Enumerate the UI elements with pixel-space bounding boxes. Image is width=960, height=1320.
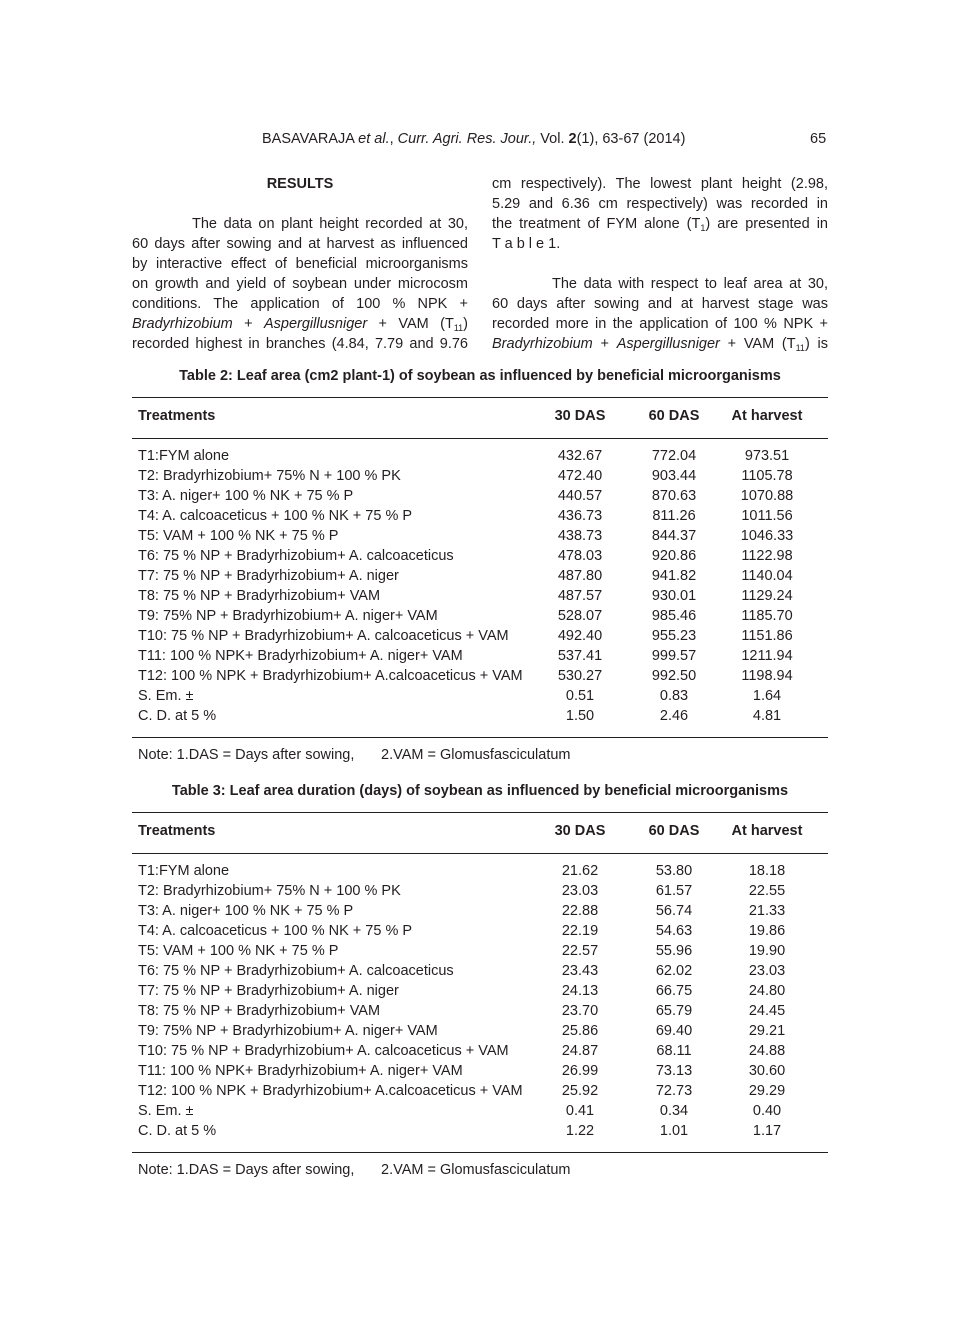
blank-line xyxy=(132,194,468,214)
value-cell: 26.99 xyxy=(561,1063,599,1079)
text-run: The data on plant height recorded at 30, xyxy=(192,216,468,232)
table-row xyxy=(132,686,828,706)
value-cell: 22.19 xyxy=(561,923,599,939)
table-note-das: Note: 1.DAS = Days after sowing, xyxy=(138,747,355,763)
treatment-cell: T6: 75 % NP + Bradyrhizobium+ A. calcoaceticus xyxy=(138,548,454,564)
text-line xyxy=(492,314,828,334)
value-cell: 30.60 xyxy=(748,1063,786,1079)
text-run: + xyxy=(232,316,264,332)
section-heading: RESULTS xyxy=(266,176,334,192)
text-line xyxy=(492,214,828,234)
value-cell: 438.73 xyxy=(557,528,603,544)
text-run: 2 xyxy=(568,131,577,147)
value-cell: 61.57 xyxy=(655,883,693,899)
subscript: 11 xyxy=(795,343,805,353)
treatment-cell: T7: 75 % NP + Bradyrhizobium+ A. niger xyxy=(138,983,399,999)
value-cell: 24.80 xyxy=(748,983,786,999)
text-line xyxy=(492,334,828,354)
table-row xyxy=(132,506,828,526)
treatment-cell: T8: 75 % NP + Bradyrhizobium+ VAM xyxy=(138,588,381,604)
table-row xyxy=(132,626,828,646)
text-run: 60 days after sowing and at harvest stage was xyxy=(492,296,828,312)
text-run: on growth and yield of soybean under microcosm xyxy=(132,276,468,292)
text-run: 5.29 and 6.36 cm respectively) was recorded in xyxy=(492,196,828,212)
table-row xyxy=(132,466,828,486)
value-cell: 23.03 xyxy=(561,883,599,899)
column-header: Treatments xyxy=(138,823,216,839)
value-cell: 21.62 xyxy=(561,863,599,879)
treatment-cell: T8: 75 % NP + Bradyrhizobium+ VAM xyxy=(138,1003,381,1019)
treatment-cell: T2: Bradyrhizobium+ 75% N + 100 % PK xyxy=(138,468,401,484)
header-bottom-rule xyxy=(132,438,828,439)
text-line xyxy=(492,234,828,254)
italic-text: et al. xyxy=(358,131,390,147)
treatment-cell: T12: 100 % NPK + Bradyrhizobium+ A.calcoaceticus + VAM xyxy=(138,1083,523,1099)
value-cell: 24.88 xyxy=(748,1043,786,1059)
treatment-cell: T7: 75 % NP + Bradyrhizobium+ A. niger xyxy=(138,568,399,584)
treatment-cell: T3: A. niger+ 100 % NK + 75 % P xyxy=(138,488,354,504)
table-row xyxy=(132,961,828,981)
text-line xyxy=(132,314,468,334)
table-row xyxy=(132,486,828,506)
table-row xyxy=(132,1081,828,1101)
treatment-cell: C. D. at 5 % xyxy=(138,1123,217,1139)
text-line xyxy=(492,274,828,294)
text-line xyxy=(132,294,468,314)
left-column xyxy=(132,174,468,354)
table-row xyxy=(132,646,828,666)
table-top-rule xyxy=(132,812,828,813)
value-cell: 23.03 xyxy=(748,963,786,979)
table-bottom-rule xyxy=(132,1152,828,1153)
text-run: ) xyxy=(463,316,468,332)
table-row xyxy=(132,1001,828,1021)
value-cell: 432.67 xyxy=(557,448,603,464)
table-row xyxy=(132,586,828,606)
value-cell: 1.01 xyxy=(659,1123,689,1139)
value-cell: 1198.94 xyxy=(741,668,793,684)
value-cell: 68.11 xyxy=(656,1043,692,1059)
treatment-cell: T11: 100 % NPK+ Bradyrhizobium+ A. niger+ VAM xyxy=(138,1063,463,1079)
table-row xyxy=(132,1021,828,1041)
value-cell: 0.41 xyxy=(565,1103,595,1119)
table-row xyxy=(132,941,828,961)
text-run: cm respectively). The lowest plant height (2.98, xyxy=(492,176,828,192)
text-line xyxy=(132,254,468,274)
value-cell: 54.63 xyxy=(655,923,693,939)
value-cell: 472.40 xyxy=(557,468,603,484)
column-header: 30 DAS xyxy=(554,823,606,839)
table-note-das: Note: 1.DAS = Days after sowing, xyxy=(138,1162,355,1178)
value-cell: 436.73 xyxy=(557,508,603,524)
treatment-cell: T5: VAM + 100 % NK + 75 % P xyxy=(138,943,339,959)
table-top-rule xyxy=(132,397,828,398)
value-cell: 487.80 xyxy=(557,568,603,584)
table-row xyxy=(132,606,828,626)
page-number: 65 xyxy=(810,131,827,147)
treatment-cell: T4: A. calcoaceticus + 100 % NK + 75 % P xyxy=(138,923,413,939)
value-cell: 0.40 xyxy=(752,1103,782,1119)
treatment-cell: S. Em. ± xyxy=(138,1103,194,1119)
treatment-cell: T12: 100 % NPK + Bradyrhizobium+ A.calcoaceticus + VAM xyxy=(138,668,523,684)
value-cell: 66.75 xyxy=(655,983,693,999)
value-cell: 1011.56 xyxy=(741,508,793,524)
value-cell: 22.55 xyxy=(748,883,786,899)
text-line xyxy=(132,274,468,294)
table-title: Table 3: Leaf area duration (days) of soybean as influenced by beneficial microorganisms xyxy=(171,783,789,799)
treatment-cell: T3: A. niger+ 100 % NK + 75 % P xyxy=(138,903,354,919)
text-line xyxy=(132,334,468,354)
value-cell: 23.43 xyxy=(561,963,599,979)
treatment-cell: T4: A. calcoaceticus + 100 % NK + 75 % P xyxy=(138,508,413,524)
value-cell: 903.44 xyxy=(651,468,697,484)
text-run: + xyxy=(592,336,617,352)
treatment-cell: T10: 75 % NP + Bradyrhizobium+ A. calcoaceticus + VAM xyxy=(138,628,509,644)
table-row xyxy=(132,1121,828,1141)
subscript: 11 xyxy=(453,323,464,333)
table-row xyxy=(132,446,828,466)
value-cell: 811.26 xyxy=(652,508,696,524)
value-cell: 844.37 xyxy=(651,528,697,544)
value-cell: 1211.94 xyxy=(741,648,793,664)
text-run: ) are presented in xyxy=(705,216,828,232)
value-cell: 870.63 xyxy=(651,488,697,504)
table-row xyxy=(132,666,828,686)
value-cell: 537.41 xyxy=(557,648,603,664)
value-cell: 1.64 xyxy=(752,688,782,704)
text-line xyxy=(492,294,828,314)
table-row xyxy=(132,921,828,941)
value-cell: 24.87 xyxy=(561,1043,599,1059)
value-cell: 492.40 xyxy=(557,628,603,644)
value-cell: 21.33 xyxy=(748,903,786,919)
table-note-vam: 2.VAM = Glomusfasciculatum xyxy=(381,747,571,763)
text-run: 60 days after sowing and at harvest as influenced xyxy=(132,236,468,252)
italic-text: Bradyrhizobium xyxy=(492,336,593,352)
value-cell: 69.40 xyxy=(655,1023,693,1039)
column-header: At harvest xyxy=(731,408,803,424)
value-cell: 487.57 xyxy=(557,588,603,604)
italic-text: Curr. Agri. Res. Jour., xyxy=(397,131,537,147)
value-cell: 941.82 xyxy=(651,568,697,584)
table-note-vam: 2.VAM = Glomusfasciculatum xyxy=(381,1162,571,1178)
value-cell: 1129.24 xyxy=(741,588,793,604)
value-cell: 29.21 xyxy=(748,1023,786,1039)
table-header-row xyxy=(132,406,828,426)
text-run: , xyxy=(389,131,398,147)
treatment-cell: T6: 75 % NP + Bradyrhizobium+ A. calcoaceticus xyxy=(138,963,454,979)
value-cell: 19.90 xyxy=(748,943,786,959)
text-run: the treatment of FYM alone (T xyxy=(492,216,701,232)
table-row xyxy=(132,1101,828,1121)
header-bottom-rule xyxy=(132,853,828,854)
value-cell: 24.13 xyxy=(561,983,599,999)
value-cell: 0.83 xyxy=(659,688,689,704)
value-cell: 955.23 xyxy=(651,628,697,644)
treatment-cell: T1:FYM alone xyxy=(138,448,230,464)
text-run: (1), 63-67 (2014) xyxy=(576,131,686,147)
value-cell: 62.02 xyxy=(655,963,693,979)
right-paragraph xyxy=(492,174,828,354)
running-header xyxy=(262,129,685,149)
text-run: Vol. xyxy=(536,131,569,147)
value-cell: 22.57 xyxy=(561,943,599,959)
treatment-cell: S. Em. ± xyxy=(138,688,194,704)
subscript: 1 xyxy=(700,223,706,233)
column-header: Treatments xyxy=(138,408,216,424)
value-cell: 1070.88 xyxy=(740,488,794,504)
value-cell: 985.46 xyxy=(651,608,697,624)
italic-text: Aspergillusniger xyxy=(263,316,368,332)
value-cell: 1140.04 xyxy=(741,568,793,584)
value-cell: 772.04 xyxy=(651,448,697,464)
column-header: At harvest xyxy=(731,823,803,839)
table-row xyxy=(132,1061,828,1081)
right-column xyxy=(492,174,828,354)
text-line xyxy=(132,234,468,254)
value-cell: 930.01 xyxy=(651,588,697,604)
value-cell: 1151.86 xyxy=(741,628,793,644)
value-cell: 1.50 xyxy=(565,708,595,724)
text-run: recorded highest in branches (4.84, 7.79 and 9.76 xyxy=(132,336,468,352)
value-cell: 0.34 xyxy=(659,1103,689,1119)
text-run: ) is xyxy=(804,336,828,352)
value-cell: 25.92 xyxy=(561,1083,599,1099)
table-row xyxy=(132,526,828,546)
value-cell: 22.88 xyxy=(561,903,599,919)
treatment-cell: T9: 75% NP + Bradyrhizobium+ A. niger+ VAM xyxy=(138,608,438,624)
text-run: recorded more in the application of 100 % NPK + xyxy=(492,316,828,332)
table-row xyxy=(132,566,828,586)
treatment-cell: T1:FYM alone xyxy=(138,863,230,879)
value-cell: 1046.33 xyxy=(740,528,794,544)
text-run: + VAM (T xyxy=(719,336,796,352)
table-bottom-rule xyxy=(132,737,828,738)
text-line xyxy=(492,174,828,194)
text-run: by interactive effect of beneficial microorganisms xyxy=(132,256,468,272)
value-cell: 530.27 xyxy=(557,668,603,684)
blank-line xyxy=(492,254,828,274)
value-cell: 24.45 xyxy=(748,1003,786,1019)
value-cell: 1105.78 xyxy=(741,468,793,484)
value-cell: 1185.70 xyxy=(741,608,793,624)
treatment-cell: T11: 100 % NPK+ Bradyrhizobium+ A. niger+ VAM xyxy=(138,648,463,664)
value-cell: 999.57 xyxy=(651,648,697,664)
value-cell: 65.79 xyxy=(655,1003,693,1019)
value-cell: 478.03 xyxy=(557,548,603,564)
table-header-row xyxy=(132,821,828,841)
value-cell: 973.51 xyxy=(744,448,790,464)
text-run: T a b l e 1. xyxy=(492,236,561,252)
table-row xyxy=(132,706,828,726)
italic-text: Bradyrhizobium xyxy=(132,316,233,332)
value-cell: 528.07 xyxy=(557,608,603,624)
value-cell: 4.81 xyxy=(752,708,782,724)
italic-text: Aspergillusniger xyxy=(616,336,720,352)
treatment-cell: T5: VAM + 100 % NK + 75 % P xyxy=(138,528,339,544)
value-cell: 72.73 xyxy=(655,1083,693,1099)
value-cell: 18.18 xyxy=(748,863,786,879)
value-cell: 19.86 xyxy=(748,923,786,939)
value-cell: 440.57 xyxy=(557,488,603,504)
value-cell: 1122.98 xyxy=(741,548,793,564)
value-cell: 25.86 xyxy=(561,1023,599,1039)
treatment-cell: T10: 75 % NP + Bradyrhizobium+ A. calcoaceticus + VAM xyxy=(138,1043,509,1059)
value-cell: 73.13 xyxy=(655,1063,693,1079)
left-paragraph xyxy=(132,214,468,354)
treatment-cell: T2: Bradyrhizobium+ 75% N + 100 % PK xyxy=(138,883,401,899)
table-title: Table 2: Leaf area (cm2 plant-1) of soybean as influenced by beneficial microorganisms xyxy=(179,368,781,384)
text-run: The data with respect to leaf area at 30, xyxy=(552,276,828,292)
value-cell: 23.70 xyxy=(561,1003,599,1019)
table-row xyxy=(132,981,828,1001)
value-cell: 920.86 xyxy=(651,548,697,564)
value-cell: 55.96 xyxy=(655,943,693,959)
text-line xyxy=(132,214,468,234)
value-cell: 0.51 xyxy=(565,688,595,704)
table-row xyxy=(132,861,828,881)
table-row xyxy=(132,546,828,566)
value-cell: 1.22 xyxy=(565,1123,595,1139)
treatment-cell: T9: 75% NP + Bradyrhizobium+ A. niger+ VAM xyxy=(138,1023,438,1039)
table-row xyxy=(132,901,828,921)
treatment-cell: C. D. at 5 % xyxy=(138,708,217,724)
column-header: 60 DAS xyxy=(648,823,700,839)
text-line xyxy=(492,194,828,214)
value-cell: 2.46 xyxy=(659,708,689,724)
text-run: BASAVARAJA xyxy=(262,131,359,147)
value-cell: 56.74 xyxy=(655,903,693,919)
table-row xyxy=(132,1041,828,1061)
column-header: 30 DAS xyxy=(554,408,606,424)
value-cell: 53.80 xyxy=(655,863,693,879)
table-row xyxy=(132,881,828,901)
value-cell: 992.50 xyxy=(651,668,697,684)
column-header: 60 DAS xyxy=(648,408,700,424)
text-run: + VAM (T xyxy=(367,316,454,332)
text-run: conditions. The application of 100 % NPK + xyxy=(132,296,468,312)
value-cell: 29.29 xyxy=(748,1083,786,1099)
value-cell: 1.17 xyxy=(752,1123,782,1139)
